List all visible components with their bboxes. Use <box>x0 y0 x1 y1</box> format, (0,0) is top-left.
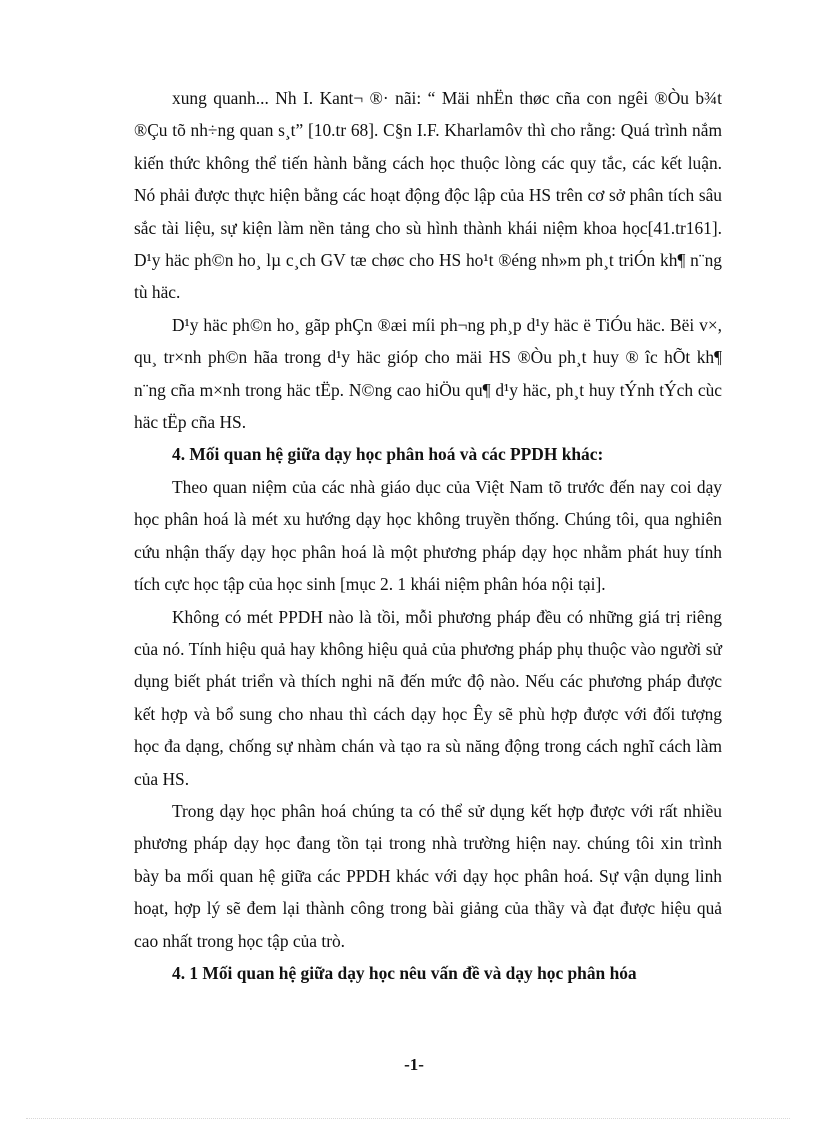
paragraph-differentiated-teaching: D¹y häc ph©n ho¸ gãp phÇn ®æi míi ph¬ng ph¸p d¹y häc ë TiÓu häc. Bëi v×, qu¸ tr×nh ph©n hãa trong d¹y häc gióp cho mäi HS ®Òu ph¸t huy ® îc hÕt kh¶ n¨ng cña m×nh trong häc tËp. N©ng cao hiÖu qu¶ d¹y häc, ph¸t huy tÝnh tÝch cùc häc tËp cña HS. <box>134 314 722 433</box>
page-number: -1- <box>404 1055 424 1074</box>
paragraph-vietnam-view: Theo quan niệm của các nhà giáo dục của Việt Nam tõ trước đến nay coi dạy học phân hoá là mét xu hướng dạy học không truyền thống. Chúng tôi, qua nghiên cứu nhận thấy dạy học phân hoá là một phương pháp dạy học nhằm phát huy tính tích cực học tập của học sinh [mục 2. 1 khái niệm phân hóa nội tại]. <box>134 476 722 595</box>
document-body <box>134 82 722 989</box>
section-heading-4: 4. Mối quan hệ giữa dạy học phân hoá và các PPDH khác: <box>172 444 604 465</box>
page-bottom-divider <box>26 1118 790 1119</box>
paragraph-combining-methods: Trong dạy học phân hoá chúng ta có thể sử dụng kết hợp được với rất nhiều phương pháp dạy học đang tồn tại trong nhà trường hiện nay. chúng tôi xin trình bày ba mối quan hệ giữa các PPDH khác với dạy học phân hoá. Sự vận dụng linh hoạt, hợp lý sẽ đem lại thành công trong bài giảng của thầy và đạt được hiệu quả cao nhất trong học tập của trò. <box>134 800 722 951</box>
paragraph-kant-quote: xung quanh... Nh I. Kant¬ ®· nãi: “ Mäi nhËn thøc cña con ngêi ®Òu b¾t ®Çu tõ nh÷ng quan s¸t” [10.tr 68]. C§n I.F. Kharlamôv thì cho rằng: Quá trình nắm kiến thức không thể tiến hành bằng cách học thuộc lòng các quy tắc, các kết luận. Nó phải được thực hiện bằng các hoạt động độc lập của HS trên cơ sở phân tích sâu sắc tài liệu, sự kiện làm nền tảng cho sù hình thành khái niệm khoa học[41.tr161]. D¹y häc ph©n ho¸ lµ c¸ch GV tæ chøc cho HS ho¹t ®éng nh»m ph¸t triÓn kh¶ n¨ng tù häc. <box>134 88 722 303</box>
section-heading-4-1: 4. 1 Mối quan hệ giữa dạy học nêu vấn đề và dạy học phân hóa <box>172 962 637 983</box>
paragraph-no-bad-method: Không có mét PPDH nào là tồi, mỗi phương pháp đều có những giá trị riêng của nó. Tính hiệu quả hay không hiệu quả của phương pháp phụ thuộc vào người sử dụng biết phát triển và thích nghi nã đến mức độ nào. Nếu các phương pháp được kết hợp và bổ sung cho nhau thì cách dạy học Êy sẽ phù hợp được với đối tượng học đa dạng, chống sự nhàm chán và tạo ra sù năng động trong cách nghĩ cách làm của HS. <box>134 606 722 789</box>
